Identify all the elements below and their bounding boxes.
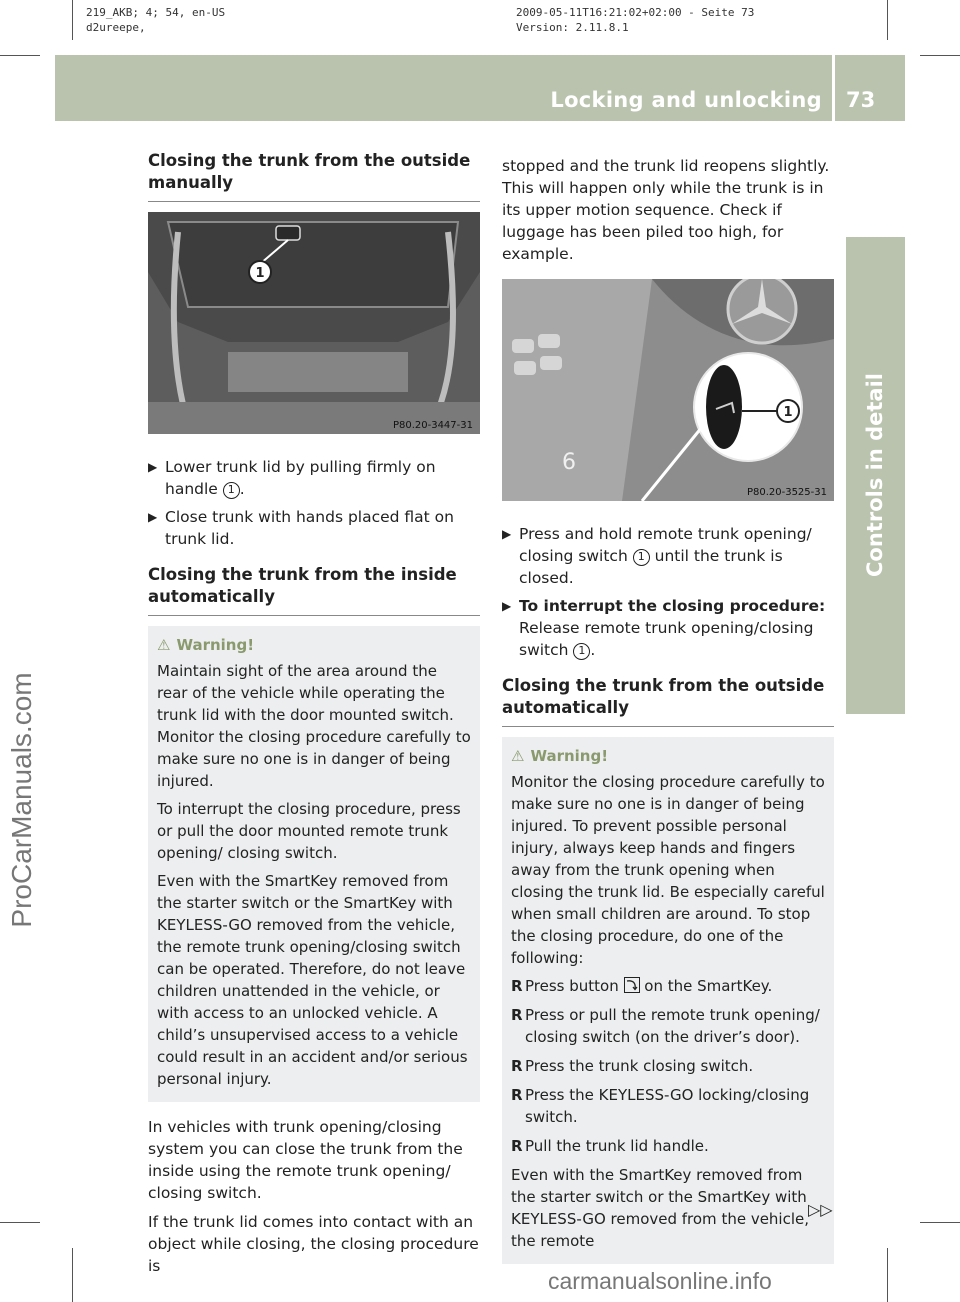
header-divider [832, 55, 835, 121]
section-heading: Closing the trunk from the inside automatically [148, 564, 480, 616]
warning-bullet: R Pull the trunk lid handle. [511, 1137, 709, 1155]
crop-mark [0, 1222, 40, 1223]
instruction-step: ▶ To interrupt the closing procedure: Release remote trunk opening/closing switch 1 . [502, 597, 826, 659]
warning-box [502, 737, 834, 1264]
callout-number: 1 [573, 643, 590, 660]
crop-mark [72, 1248, 73, 1302]
right-column [502, 155, 834, 1278]
crop-mark [72, 0, 73, 40]
continue-arrows-icon: ▷▷ [808, 1200, 833, 1219]
trunk-key-icon [624, 977, 640, 993]
arrow-marker-icon: ▶ [148, 460, 158, 474]
crop-mark [920, 1222, 960, 1223]
crop-mark [887, 0, 888, 40]
svg-text:1: 1 [783, 405, 793, 420]
door-switch-illustration [502, 279, 834, 501]
warning-bullet: R Press the KEYLESS-GO locking/closing switch. [511, 1086, 810, 1126]
warning-triangle-icon: ⚠ [511, 747, 525, 765]
svg-text:6: 6 [562, 450, 576, 475]
section-heading: Closing the trunk from the outside automatically [502, 675, 834, 727]
crop-mark [920, 55, 960, 56]
watermark-side: ProCarManuals.com [6, 672, 37, 928]
warning-text: Monitor the closing procedure carefully to make sure no one is in danger of being injured. To prevent possible personal injury, always keep hands and fingers away from the trunk opening when closing the trunk lid. Be especially careful when small children are around. To stop the closing procedure, do one of the following: [511, 773, 825, 967]
warning-triangle-icon: ⚠ [157, 636, 171, 654]
arrow-marker-icon: ▶ [502, 527, 512, 541]
warning-text: Maintain sight of the area around the rear of the vehicle while operating the trunk lid with the door mounted switch. Monitor the closing procedure carefully to make sure no one is in danger of being injured. [157, 662, 471, 790]
print-meta-right: 2009-05-11T16:21:02+02:00 - Seite 73 Version: 2.11.8.1 [516, 6, 755, 34]
side-tab-label: Controls in detail [863, 373, 887, 577]
crop-mark [887, 1248, 888, 1302]
svg-text:P80.20-3525-31: P80.20-3525-31 [746, 487, 827, 498]
svg-text:1: 1 [255, 266, 265, 281]
callout-number: 1 [633, 549, 650, 566]
warning-title: ⚠ Warning! [157, 636, 255, 654]
crop-mark [0, 55, 40, 56]
warning-title: ⚠ Warning! [511, 747, 609, 765]
section-heading: Closing the trunk from the outside manually [148, 150, 480, 202]
trunk-lid-illustration [148, 212, 480, 434]
arrow-marker-icon: ▶ [502, 599, 512, 613]
instruction-step: ▶ Press and hold remote trunk opening/ closing switch 1 until the trunk is closed. [502, 525, 812, 587]
body-paragraph: If the trunk lid comes into contact with an object while closing, the closing procedure is [148, 1213, 479, 1275]
warning-bullet: R Press the trunk closing switch. [511, 1057, 754, 1075]
warning-text: Even with the SmartKey removed from the starter switch or the SmartKey with KEYLESS-GO removed from the vehicle, the remote trunk opening/closing switch can be operated. Therefore, do not leave children unattended in the vehicle, or with access to an unlocked vehicle. A child’s unsupervised access to a vehicle could result in an accident and/or serious personal injury. [157, 872, 468, 1088]
callout-number: 1 [223, 482, 240, 499]
door-switch-figure [502, 279, 834, 501]
watermark-bottom: carmanualsonline.info [548, 1268, 772, 1294]
arrow-marker-icon: ▶ [148, 510, 158, 524]
svg-text:P80.20-3447-31: P80.20-3447-31 [392, 420, 473, 431]
page-title: Locking and unlocking [550, 88, 822, 112]
body-paragraph: stopped and the trunk lid reopens slightly. This will happen only while the trunk is in its upper motion sequence. Check if luggage has been piled too high, for example. [502, 157, 830, 263]
left-column [148, 150, 480, 1284]
trunk-handle-figure [148, 212, 480, 434]
warning-text: To interrupt the closing procedure, press or pull the door mounted remote trunk opening/ closing switch. [157, 800, 461, 862]
warning-bullet: R Press or pull the remote trunk opening/ closing switch (on the driver’s door). [511, 1006, 820, 1046]
print-meta-left: 219_AKB; 4; 54, en-US d2ureepe, [86, 6, 226, 34]
warning-text: Even with the SmartKey removed from the starter switch or the SmartKey with KEYLESS-GO removed from the vehicle, the remote [511, 1166, 810, 1250]
page-number: 73 [846, 88, 876, 112]
instruction-step: ▶ Close trunk with hands placed flat on trunk lid. [148, 508, 454, 548]
instruction-step: ▶ Lower trunk lid by pulling firmly on handle 1 . [148, 458, 436, 498]
warning-box [148, 626, 480, 1102]
body-paragraph: In vehicles with trunk opening/closing system you can close the trunk from the inside using the remote trunk opening/ closing switch. [148, 1118, 463, 1202]
warning-bullet: R Press button on the SmartKey. [511, 977, 773, 995]
